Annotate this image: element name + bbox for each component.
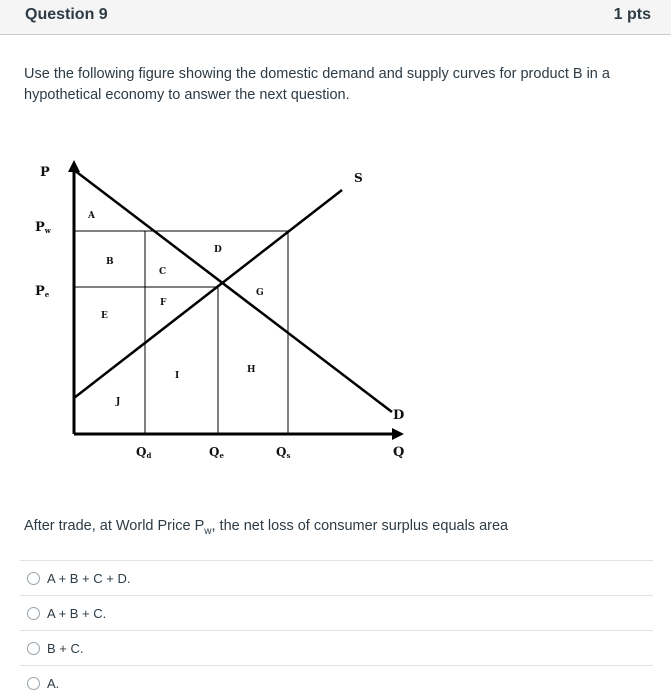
question-text: Use the following figure showing the domestic demand and supply curves for product B in a hypothetical economy to answer the next question. xyxy=(24,66,610,103)
area-f-label: F xyxy=(160,298,167,308)
answer-option[interactable] xyxy=(20,560,653,595)
qd-label: Qd xyxy=(136,445,152,460)
area-h-label: H xyxy=(247,365,256,375)
answer-label: A + B + C. xyxy=(47,605,107,621)
answer-option[interactable] xyxy=(20,630,653,665)
radio-button[interactable] xyxy=(27,677,40,690)
supply-label: S xyxy=(354,171,363,185)
question-prompt: After trade, at World Price $P_w$, the net loss of consumer surplus equals area xyxy=(24,518,509,537)
question-points: 1 pts xyxy=(613,6,651,23)
area-c-label: C xyxy=(159,267,167,277)
qs-label: Qs xyxy=(276,445,291,460)
answer-label: B + C. xyxy=(47,640,84,656)
pe-label: Pe xyxy=(35,284,50,299)
answer-option[interactable] xyxy=(20,595,653,630)
answer-label: A. xyxy=(47,675,60,691)
supply-demand-diagram xyxy=(20,150,440,470)
demand-label: D xyxy=(393,408,405,423)
area-e-label: E xyxy=(101,311,108,321)
supply-demand-figure xyxy=(20,150,440,470)
answer-option[interactable] xyxy=(20,665,653,700)
p-axis-label: P xyxy=(40,165,50,180)
radio-button[interactable] xyxy=(27,607,40,620)
area-j-label: J xyxy=(116,397,121,407)
q-axis-label: Q xyxy=(393,445,405,460)
area-b-label: B xyxy=(106,257,114,267)
question-title: Question 9 xyxy=(25,6,108,23)
question-header xyxy=(0,0,671,35)
area-g-label: G xyxy=(256,288,264,298)
q-axis-arrow xyxy=(392,428,404,440)
radio-button[interactable] xyxy=(27,642,40,655)
area-d-label: D xyxy=(214,245,222,255)
answer-list xyxy=(20,560,653,700)
qe-label: Qe xyxy=(209,445,224,460)
answer-label: A + B + C + D. xyxy=(47,570,131,586)
area-a-label: A xyxy=(88,211,95,221)
demand-curve xyxy=(74,170,392,412)
pw-label: Pw xyxy=(35,220,51,235)
supply-curve xyxy=(74,190,342,398)
radio-button[interactable] xyxy=(27,572,40,585)
area-i-label: I xyxy=(175,371,180,381)
